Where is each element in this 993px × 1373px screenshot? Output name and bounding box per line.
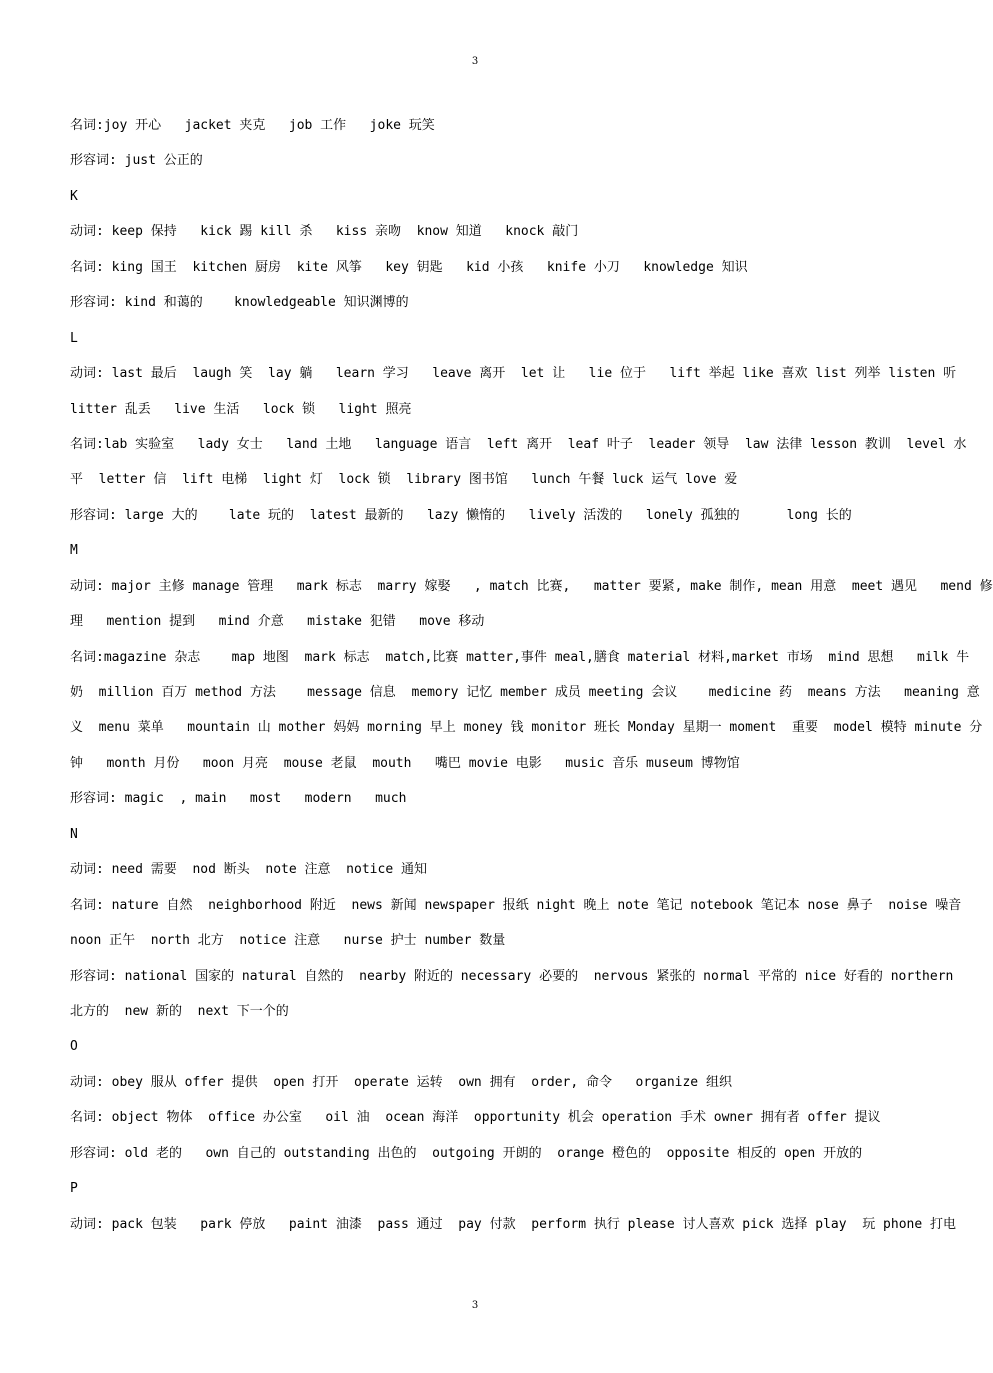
text-line: 理 mention 提到 mind 介意 mistake 犯错 move 移动 xyxy=(70,614,485,630)
text-line: 名词: object 物体 office 办公室 oil 油 ocean 海洋 opportunity 机会 operation 手术 owner 拥有者 offer 提议 xyxy=(70,1110,881,1126)
text-line: 形容词: large 大的 late 玩的 latest 最新的 lazy 懒惰的 lively 活泼的 lonely 孤独的 long 长的 xyxy=(70,507,852,523)
text-line: 名词: nature 自然 neighborhood 附近 news 新闻 newspaper 报纸 night 晚上 note 笔记 notebook 笔记本 nose 鼻子 noise 噪音 xyxy=(70,897,962,913)
text-line: litter 乱丢 live 生活 lock 锁 light 照亮 xyxy=(70,401,412,417)
section-letter: M xyxy=(70,543,78,559)
document-body xyxy=(70,114,993,1248)
section-letter: P xyxy=(70,1181,78,1197)
text-line: noon 正午 north 北方 notice 注意 nurse 护士 number 数量 xyxy=(70,933,506,949)
text-line: 形容词: national 国家的 natural 自然的 nearby 附近的 necessary 必要的 nervous 紧张的 normal 平常的 nice 好看的 northern xyxy=(70,968,954,984)
section-letter: K xyxy=(70,188,78,204)
text-line: 形容词: kind 和蔼的 knowledgeable 知识渊博的 xyxy=(70,295,409,311)
text-line: 钟 month 月份 moon 月亮 mouse 老鼠 mouth 嘴巴 movie 电影 music 音乐 museum 博物馆 xyxy=(70,755,740,771)
section-letter: L xyxy=(70,330,78,346)
footer-page-number: 3 xyxy=(471,1300,479,1311)
text-line: 名词:lab 实验室 lady 女士 land 土地 language 语言 left 离开 leaf 叶子 leader 领导 law 法律 lesson 教训 level 水 xyxy=(70,436,967,452)
text-line: 动词: major 主修 manage 管理 mark 标志 marry 嫁娶 , match 比赛, matter 要紧, make 制作, mean 用意 meet 遇见 mend 修 xyxy=(70,578,993,594)
text-line: 名词:magazine 杂志 map 地图 mark 标志 match,比赛 matter,事件 meal,膳食 material 材料,market 市场 mind 思想 milk 牛 xyxy=(70,649,970,665)
text-line: 动词: keep 保持 kick 踢 kill 杀 kiss 亲吻 know 知道 knock 敲门 xyxy=(70,224,579,240)
text-line: 形容词: old 老的 own 自己的 outstanding 出色的 outgoing 开朗的 orange 橙色的 opposite 相反的 open 开放的 xyxy=(70,1145,863,1161)
text-line: 动词: last 最后 laugh 笑 lay 躺 learn 学习 leave 离开 let 让 lie 位于 lift 举起 like 喜欢 list 列举 listen 听 xyxy=(70,366,957,382)
text-line: 名词: king 国王 kitchen 厨房 kite 风筝 key 钥匙 kid 小孩 knife 小刀 knowledge 知识 xyxy=(70,259,748,275)
text-line: 北方的 new 新的 next 下一个的 xyxy=(70,1003,289,1019)
text-line: 动词: obey 服从 offer 提供 open 打开 operate 运转 own 拥有 order, 命令 organize 组织 xyxy=(70,1074,732,1090)
header-page-number: 3 xyxy=(471,56,479,67)
section-letter: N xyxy=(70,826,78,842)
text-line: 形容词: magic , main most modern much xyxy=(70,791,407,807)
section-letter: O xyxy=(70,1039,78,1055)
text-line: 奶 million 百万 method 方法 message 信息 memory 记忆 member 成员 meeting 会议 medicine 药 means 方法 meaning 意 xyxy=(70,685,980,700)
text-line: 义 menu 菜单 mountain 山 mother 妈妈 morning 早上 money 钱 monitor 班长 Monday 星期一 moment 重要 model 模特 minute 分 xyxy=(70,720,983,736)
text-line: 形容词: just 公正的 xyxy=(70,153,203,169)
text-line: 平 letter 信 lift 电梯 light 灯 lock 锁 library 图书馆 lunch 午餐 luck 运气 love 爱 xyxy=(70,472,738,488)
text-line: 动词: pack 包装 park 停放 paint 油漆 pass 通过 pay 付款 perform 执行 please 讨人喜欢 pick 选择 play 玩 phone 打电 xyxy=(70,1216,956,1232)
text-line: 名词:joy 开心 jacket 夹克 job 工作 joke 玩笑 xyxy=(70,118,435,133)
text-line: 动词: need 需要 nod 断头 note 注意 notice 通知 xyxy=(70,862,427,878)
